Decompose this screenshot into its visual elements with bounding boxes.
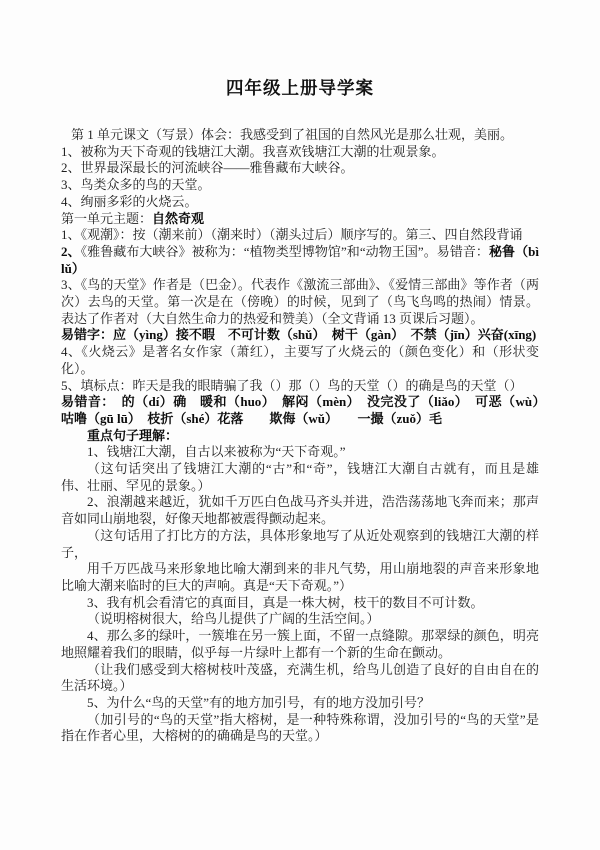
text-run: 1、被称为天下奇观的钱塘江大潮。我喜欢钱塘江大潮的壮观景象。	[61, 143, 445, 159]
paragraph-3	[61, 160, 539, 177]
text-run: 3、鸟类众多的鸟的天堂。	[61, 177, 211, 193]
text-run: 4、《火烧云》是著名女作家（萧红），主要写了火烧云的（颜色变化）和（形状变化）。	[61, 344, 539, 376]
bold-text-run: 2、	[61, 243, 81, 259]
paragraph-19	[61, 561, 539, 594]
text-run: 4、绚丽多彩的火烧云。	[61, 193, 198, 209]
bold-text-run: 易错音： 的（dí）确 暖和（huo） 解闷（mèn） 没完没了（liǎo） 可恶（wù） 咕噜（gū lū） 枝折（shé）花落 欺侮（wǔ） 一撮（zuǒ）毛	[61, 394, 553, 426]
text-run: 3、《鸟的天堂》作者是（巴金）。代表作《激流三部曲》、《爱情三部曲》等作者（两次）去鸟的天堂。第一次是在（傍晚）的时候，见到了（鸟飞鸟鸣的热闹）情景。表达了作者对（大自然生命力的热爱和赞美）（全文背诵 13 页课后习题）。	[61, 277, 539, 326]
text-run: （让我们感受到大榕树枝叶茂盛，充满生机，给鸟儿创造了良好的自由自在的生活环境。）	[61, 661, 539, 694]
paragraph-18	[61, 528, 539, 561]
text-run: 2、浪潮越来越近，犹如千万匹白色战马齐头并进，浩浩荡荡地飞奔而来；那声音如同山崩地裂，好像天地都被震得颤动起来。	[61, 494, 539, 527]
paragraph-24	[61, 695, 539, 712]
paragraph-20	[61, 595, 539, 612]
paragraph-11	[61, 344, 539, 377]
text-run: 第一单元主题：	[61, 210, 153, 226]
paragraph-1	[61, 127, 539, 144]
text-run: （说明榕树很大，给鸟儿提供了广阔的生活空间。）	[87, 611, 380, 627]
paragraph-21	[61, 611, 539, 628]
bold-text-run: 秘鲁（bì lǔ）	[61, 243, 539, 276]
document-body	[61, 127, 553, 745]
text-run: 2、世界最深最长的河流峡谷——雅鲁藏布大峡谷。	[61, 160, 354, 176]
text-run: 4、那么多的绿叶，一簇堆在另一簇上面，不留一点缝隙。那翠绿的颜色，明亮地照耀着我们的眼睛，似乎每一片绿叶上都有一个新的生命在颤动。	[61, 628, 539, 660]
paragraph-25	[61, 712, 539, 745]
text-run: 1、钱塘江大潮，自古以来被称为“天下奇观。”	[87, 444, 346, 460]
text-run: 1、《观潮》：按（潮来前）（潮来时）（潮头过后）顺序写的。第三、四自然段背诵	[61, 227, 523, 243]
paragraph-9	[61, 277, 539, 327]
paragraph-15	[61, 444, 539, 461]
page-title: 四年级上册导学案	[226, 78, 374, 98]
text-run: 第 1 单元课文（写景）体会：我感受到了祖国的自然风光是那么壮观，美丽。	[71, 127, 514, 142]
text-run: （这句话突出了钱塘江大潮的“古”和“奇”，钱塘江大潮自古就有，而且是雄伟、壮丽、罕见的景象。）	[61, 461, 539, 493]
paragraph-14	[61, 428, 539, 445]
paragraph-17	[61, 494, 539, 527]
text-run: 《雅鲁藏布大峡谷》被称为：“植物类型博物馆”和“动物王国”。易错音：	[80, 243, 489, 259]
paragraph-16	[61, 461, 539, 494]
paragraph-4	[61, 177, 539, 194]
text-run: 5、为什么“鸟的天堂”有的地方加引号，有的地方没加引号？	[87, 694, 431, 710]
paragraph-8	[61, 244, 539, 277]
text-run: 用千万匹战马来形象地比喻大潮到来的非凡气势，用山崩地裂的声音来形象地比喻大潮来临时的巨大的声响。真是“天下奇观。”）	[61, 561, 539, 593]
paragraph-13	[61, 394, 553, 427]
text-run: 5、填标点：昨天是我的眼睛骗了我（）那（）鸟的天堂（）的确是鸟的天堂（）	[61, 377, 523, 393]
paragraph-12	[61, 378, 539, 395]
bold-text-run: 重点句子理解：	[87, 427, 179, 443]
paragraph-23	[61, 662, 539, 695]
paragraph-22	[61, 628, 539, 661]
paragraph-5	[61, 194, 539, 211]
text-run: （加引号的“鸟的天堂”指大榕树，是一种特殊称谓，没加引号的“鸟的天堂”是指在作者心里，大榕树的的确确是鸟的天堂。）	[61, 711, 539, 744]
paragraph-6	[61, 211, 539, 228]
bold-text-run: 易错字：应（yìng）接不暇 不可计数（shǔ） 树干（gàn） 不禁（jīn）兴奋(xīng)	[61, 327, 537, 343]
paragraph-2	[61, 144, 539, 161]
bold-text-run: 自然奇观	[152, 210, 205, 226]
text-run: 3、我有机会看清它的真面目，真是一株大树，枝干的数目不可计数。	[87, 594, 484, 610]
paragraph-10	[61, 327, 539, 344]
text-run: （这句话用了打比方的方法，具体形象地写了从近处观察到的钱塘江大潮的样子，	[61, 527, 539, 560]
paragraph-7	[61, 227, 539, 244]
